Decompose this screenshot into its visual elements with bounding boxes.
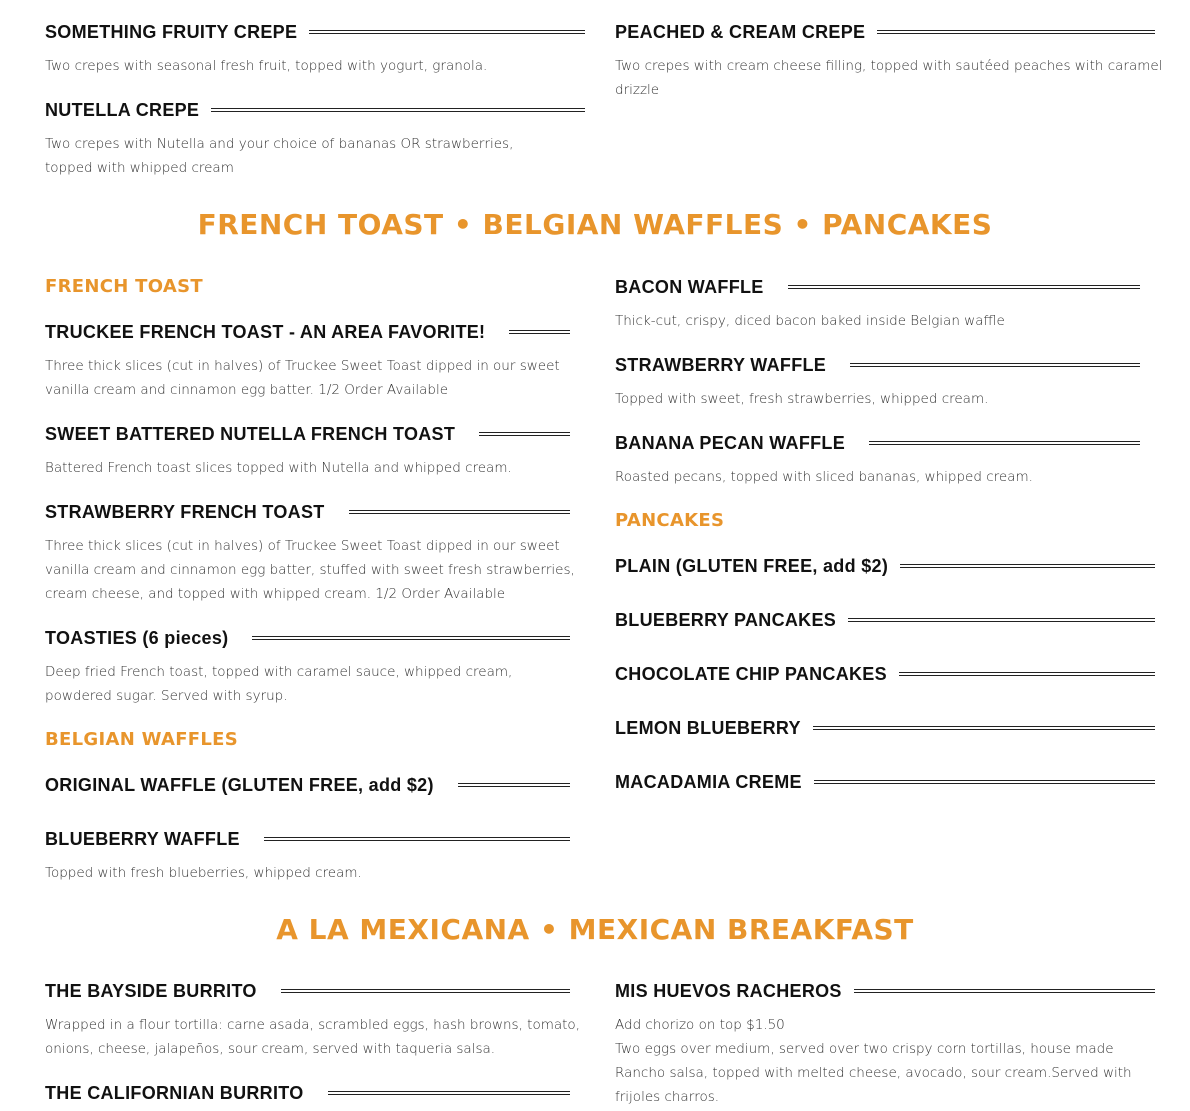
section-title-mexican: A LA MEXICANA • MEXICAN BREAKFAST — [276, 913, 914, 946]
divider-rule — [850, 363, 1140, 367]
divider-rule — [854, 989, 1155, 993]
divider-rule — [479, 432, 570, 436]
subsection-title-belgian-waffles: BELGIAN WAFFLES — [45, 729, 239, 750]
divider-rule — [869, 441, 1140, 445]
section-title-waffles: FRENCH TOAST • BELGIAN WAFFLES • PANCAKES — [197, 208, 993, 241]
divider-rule — [813, 726, 1155, 730]
item-title: CHOCOLATE CHIP PANCAKES — [615, 663, 887, 684]
item-title: STRAWBERRY FRENCH TOAST — [45, 501, 325, 522]
menu-item-original-waffle — [45, 773, 570, 797]
divider-rule — [458, 783, 570, 787]
menu-item-lemon-blueberry — [615, 716, 1155, 740]
item-description-addon: Add chorizo on top $1.50 — [615, 1017, 785, 1033]
subsection-title-pancakes: PANCAKES — [615, 510, 725, 531]
menu-item-strawberry-french-toast — [45, 500, 570, 524]
subsection-title-french-toast: FRENCH TOAST — [45, 276, 203, 297]
menu-item-blueberry-waffle — [45, 827, 570, 851]
item-description: Topped with fresh blueberries, whipped cream. — [45, 865, 362, 881]
item-description: Three thick slices (cut in halves) of Truckee Sweet Toast dipped in our sweet vanilla cream and cinnamon egg batter. 1/2 Order Available — [45, 358, 560, 398]
menu-item-macadamia-creme — [615, 770, 1155, 794]
item-title: SOMETHING FRUITY CREPE — [45, 21, 298, 42]
divider-rule — [281, 989, 570, 993]
menu-item-strawberry-waffle — [615, 353, 1140, 377]
divider-rule — [264, 837, 570, 841]
menu-item-bacon-waffle — [615, 275, 1140, 299]
divider-rule — [252, 636, 570, 640]
item-title: PEACHED & CREAM CREPE — [615, 21, 866, 42]
divider-rule — [211, 108, 585, 112]
divider-rule — [328, 1091, 570, 1095]
item-description: Topped with sweet, fresh strawberries, whipped cream. — [615, 391, 989, 407]
menu-item-toasties — [45, 626, 570, 650]
item-title: BLUEBERRY WAFFLE — [45, 828, 240, 849]
item-title: LEMON BLUEBERRY — [615, 717, 801, 738]
divider-rule — [309, 30, 585, 34]
item-title: MACADAMIA CREME — [615, 771, 802, 792]
item-description: Three thick slices (cut in halves) of Truckee Sweet Toast dipped in our sweet vanilla cream and cinnamon egg batter, stuffed with sweet fresh strawberries, cream cheese, and topped with whipped cream. 1/2 Order Available — [45, 538, 575, 602]
item-title: THE BAYSIDE BURRITO — [45, 980, 257, 1001]
menu-item-peached-cream-crepe — [615, 20, 1155, 44]
item-title: BACON WAFFLE — [615, 276, 764, 297]
menu-item-banana-pecan-waffle — [615, 431, 1140, 455]
item-description: Two eggs over medium, served over two crispy corn tortillas, house made Rancho salsa, topped with melted cheese, avocado, sour cream.Served with frijoles charros. — [615, 1041, 1132, 1105]
divider-rule — [899, 672, 1155, 676]
item-title: TRUCKEE FRENCH TOAST - AN AREA FAVORITE! — [45, 321, 486, 342]
item-description: Wrapped in a flour tortilla: carne asada, scrambled eggs, hash browns, tomato, onions, cheese, jalapeños, sour cream, served with taqueria salsa. — [45, 1017, 580, 1057]
item-description: Two crepes with cream cheese filling, topped with sautéed peaches with caramel drizzle — [615, 58, 1163, 98]
item-title: ORIGINAL WAFFLE (GLUTEN FREE, add $2) — [45, 774, 434, 795]
menu-item-sweet-battered-nutella-french-toast — [45, 422, 570, 446]
menu-item-plain-pancakes — [615, 554, 1155, 578]
item-description: Deep fried French toast, topped with caramel sauce, whipped cream, powdered sugar. Served with syrup. — [45, 664, 513, 704]
item-description: Battered French toast slices topped with Nutella and whipped cream. — [45, 460, 512, 476]
divider-rule — [848, 618, 1155, 622]
item-title: STRAWBERRY WAFFLE — [615, 354, 827, 375]
divider-rule — [788, 285, 1140, 289]
item-title: BANANA PECAN WAFFLE — [615, 432, 846, 453]
item-title: THE CALIFORNIAN BURRITO — [45, 1082, 304, 1103]
divider-rule — [509, 330, 570, 334]
menu-item-truckee-french-toast — [45, 320, 570, 344]
divider-rule — [900, 564, 1155, 568]
item-title: NUTELLA CREPE — [45, 99, 200, 120]
menu-item-nutella-crepe — [45, 98, 585, 122]
item-title: TOASTIES (6 pieces) — [45, 627, 229, 648]
menu-item-californian-burrito — [45, 1081, 570, 1105]
menu-item-bayside-burrito — [45, 979, 570, 1003]
item-title: BLUEBERRY PANCAKES — [615, 609, 837, 630]
item-description: Two crepes with seasonal fresh fruit, topped with yogurt, granola. — [45, 58, 488, 74]
menu-item-something-fruity-crepe — [45, 20, 585, 44]
menu-item-blueberry-pancakes — [615, 608, 1155, 632]
item-title: PLAIN (GLUTEN FREE, add $2) — [615, 555, 889, 576]
divider-rule — [814, 780, 1155, 784]
item-title: MIS HUEVOS RACHEROS — [615, 980, 842, 1001]
divider-rule — [349, 510, 570, 514]
menu-item-chocolate-chip-pancakes — [615, 662, 1155, 686]
menu-item-mis-huevos-racheros — [615, 979, 1155, 1003]
item-description: Roasted pecans, topped with sliced bananas, whipped cream. — [615, 469, 1033, 485]
item-description: Two crepes with Nutella and your choice of bananas OR strawberries, topped with whipped cream — [45, 136, 514, 176]
item-title: SWEET BATTERED NUTELLA FRENCH TOAST — [45, 423, 456, 444]
divider-rule — [877, 30, 1155, 34]
item-description: Thick-cut, crispy, diced bacon baked inside Belgian waffle — [615, 313, 1005, 329]
